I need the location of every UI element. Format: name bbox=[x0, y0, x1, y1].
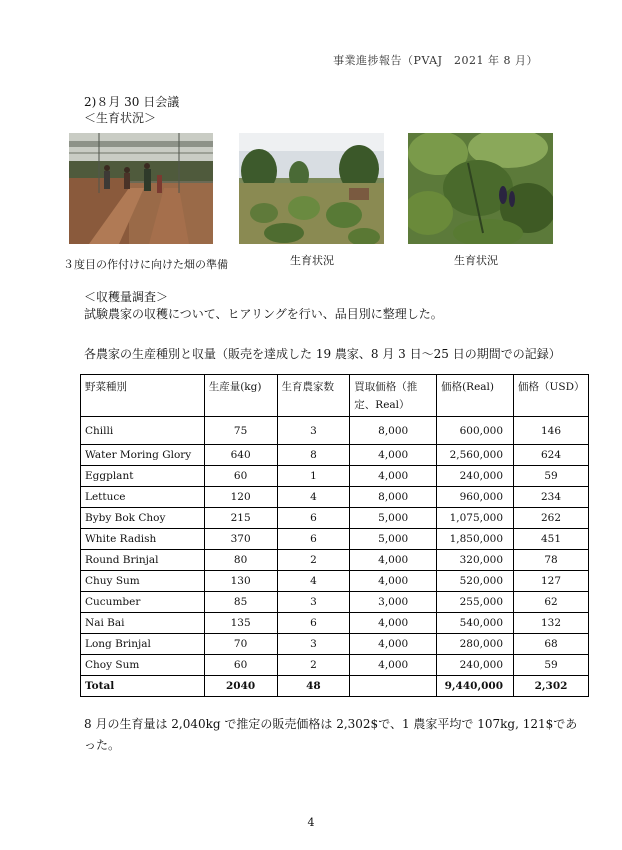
cell-price-real: 320,000 bbox=[437, 550, 514, 571]
cell-price-real: 1,075,000 bbox=[437, 508, 514, 529]
cell-purchase-price: 3,000 bbox=[350, 592, 437, 613]
header-farmer-count: 生育農家数 bbox=[277, 375, 350, 417]
header-purchase-price-line1: 買取価格（推 bbox=[354, 381, 418, 393]
cell-price-real: 255,000 bbox=[437, 592, 514, 613]
cell-farmers: 6 bbox=[277, 613, 350, 634]
cell-purchase-price: 8,000 bbox=[350, 417, 437, 445]
table-row bbox=[81, 655, 589, 676]
cell-production: 215 bbox=[204, 508, 277, 529]
cell-price-usd: 59 bbox=[514, 655, 589, 676]
cell-production: 60 bbox=[204, 466, 277, 487]
cell-price-real: 520,000 bbox=[437, 571, 514, 592]
cell-vegetable: Cucumber bbox=[81, 592, 205, 613]
growth-heading: ＜生育状況＞ bbox=[84, 111, 157, 125]
cell-price-usd: 624 bbox=[514, 445, 589, 466]
summary-line-2: った。 bbox=[84, 738, 121, 752]
header-price-usd: 価格（USD） bbox=[514, 375, 589, 417]
table-row bbox=[81, 466, 589, 487]
table-row bbox=[81, 613, 589, 634]
cell-vegetable: Long Brinjal bbox=[81, 634, 205, 655]
cell-vegetable: Byby Bok Choy bbox=[81, 508, 205, 529]
cell-purchase-price: 4,000 bbox=[350, 613, 437, 634]
cell-price-real: 280,000 bbox=[437, 634, 514, 655]
table-row bbox=[81, 445, 589, 466]
cell-production: 120 bbox=[204, 487, 277, 508]
cell-farmers: 6 bbox=[277, 508, 350, 529]
cell-farmers: 4 bbox=[277, 487, 350, 508]
total-price-usd: 2,302 bbox=[514, 676, 589, 697]
cell-vegetable: Round Brinjal bbox=[81, 550, 205, 571]
cell-price-usd: 78 bbox=[514, 550, 589, 571]
header-production-kg: 生産量(kg) bbox=[204, 375, 277, 417]
cell-price-usd: 234 bbox=[514, 487, 589, 508]
table-total-row bbox=[81, 676, 589, 697]
cell-vegetable: Nai Bai bbox=[81, 613, 205, 634]
cell-production: 75 bbox=[204, 417, 277, 445]
cell-purchase-price: 4,000 bbox=[350, 634, 437, 655]
cell-price-usd: 62 bbox=[514, 592, 589, 613]
cell-vegetable: Eggplant bbox=[81, 466, 205, 487]
cell-production: 85 bbox=[204, 592, 277, 613]
section-title: 2)８月 30 日会議 bbox=[84, 95, 180, 109]
cell-price-usd: 262 bbox=[514, 508, 589, 529]
cell-price-usd: 59 bbox=[514, 466, 589, 487]
cell-vegetable: Lettuce bbox=[81, 487, 205, 508]
yield-table bbox=[80, 374, 589, 697]
total-farmers: 48 bbox=[277, 676, 350, 697]
cell-farmers: 3 bbox=[277, 417, 350, 445]
cell-price-real: 240,000 bbox=[437, 466, 514, 487]
cell-production: 135 bbox=[204, 613, 277, 634]
cell-purchase-price: 4,000 bbox=[350, 655, 437, 676]
cell-farmers: 1 bbox=[277, 466, 350, 487]
summary-line-1: 8 月の生育量は 2,040kg で推定の販売価格は 2,302$で、1 農家平均で 107kg, 121$であ bbox=[84, 717, 578, 731]
cell-production: 130 bbox=[204, 571, 277, 592]
table-row bbox=[81, 592, 589, 613]
cell-purchase-price: 4,000 bbox=[350, 571, 437, 592]
growth-photo-2 bbox=[408, 133, 553, 244]
cell-price-usd: 127 bbox=[514, 571, 589, 592]
cell-production: 80 bbox=[204, 550, 277, 571]
table-row bbox=[81, 634, 589, 655]
table-row bbox=[81, 529, 589, 550]
cell-purchase-price: 5,000 bbox=[350, 508, 437, 529]
cell-price-real: 600,000 bbox=[437, 417, 514, 445]
total-vegetable: Total bbox=[81, 676, 205, 697]
cell-purchase-price: 4,000 bbox=[350, 445, 437, 466]
table-title: 各農家の生産種別と収量（販売を達成した 19 農家、8 月 3 日～25 日の期間での記録） bbox=[84, 347, 561, 361]
cell-production: 60 bbox=[204, 655, 277, 676]
cell-price-usd: 146 bbox=[514, 417, 589, 445]
cell-purchase-price: 5,000 bbox=[350, 529, 437, 550]
cell-price-usd: 132 bbox=[514, 613, 589, 634]
cell-price-real: 2,560,000 bbox=[437, 445, 514, 466]
cell-farmers: 2 bbox=[277, 655, 350, 676]
total-purchase-price bbox=[350, 676, 437, 697]
cell-production: 370 bbox=[204, 529, 277, 550]
harvest-intro: 試験農家の収穫について、ヒアリングを行い、品目別に整理した。 bbox=[84, 307, 443, 321]
cell-vegetable: Chuy Sum bbox=[81, 571, 205, 592]
cell-farmers: 3 bbox=[277, 634, 350, 655]
cell-price-usd: 68 bbox=[514, 634, 589, 655]
cell-purchase-price: 8,000 bbox=[350, 487, 437, 508]
cell-vegetable: Chilli bbox=[81, 417, 205, 445]
table-row bbox=[81, 571, 589, 592]
total-production: 2040 bbox=[204, 676, 277, 697]
cell-farmers: 6 bbox=[277, 529, 350, 550]
cell-production: 640 bbox=[204, 445, 277, 466]
cell-production: 70 bbox=[204, 634, 277, 655]
table-row bbox=[81, 550, 589, 571]
cell-vegetable: Water Moring Glory bbox=[81, 445, 205, 466]
page-number: 4 bbox=[307, 816, 315, 829]
cell-purchase-price: 4,000 bbox=[350, 550, 437, 571]
table-row bbox=[81, 417, 589, 445]
table-row bbox=[81, 508, 589, 529]
caption-growth-1: 生育状況 bbox=[290, 254, 334, 267]
cell-farmers: 2 bbox=[277, 550, 350, 571]
caption-field-preparation: ３度目の作付けに向けた畑の準備 bbox=[63, 258, 228, 271]
caption-growth-2: 生育状況 bbox=[454, 254, 498, 267]
header-price-real: 価格(Real) bbox=[437, 375, 514, 417]
cell-farmers: 4 bbox=[277, 571, 350, 592]
cell-farmers: 3 bbox=[277, 592, 350, 613]
cell-price-usd: 451 bbox=[514, 529, 589, 550]
cell-vegetable: Choy Sum bbox=[81, 655, 205, 676]
cell-price-real: 960,000 bbox=[437, 487, 514, 508]
table-header-row bbox=[81, 375, 589, 417]
field-preparation-photo bbox=[69, 133, 213, 244]
report-header: 事業進捗報告（PVAJ 2021 年 8 月） bbox=[333, 54, 538, 67]
growth-photo-1 bbox=[239, 133, 384, 244]
cell-purchase-price: 4,000 bbox=[350, 466, 437, 487]
header-purchase-price bbox=[350, 375, 437, 417]
header-purchase-price-line2: 定、Real） bbox=[354, 399, 410, 411]
cell-vegetable: White Radish bbox=[81, 529, 205, 550]
cell-price-real: 540,000 bbox=[437, 613, 514, 634]
total-price-real: 9,440,000 bbox=[437, 676, 514, 697]
cell-price-real: 240,000 bbox=[437, 655, 514, 676]
table-row bbox=[81, 487, 589, 508]
header-vegetable-type: 野菜種別 bbox=[81, 375, 205, 417]
harvest-heading: ＜収穫量調査＞ bbox=[84, 290, 169, 304]
cell-farmers: 8 bbox=[277, 445, 350, 466]
cell-price-real: 1,850,000 bbox=[437, 529, 514, 550]
